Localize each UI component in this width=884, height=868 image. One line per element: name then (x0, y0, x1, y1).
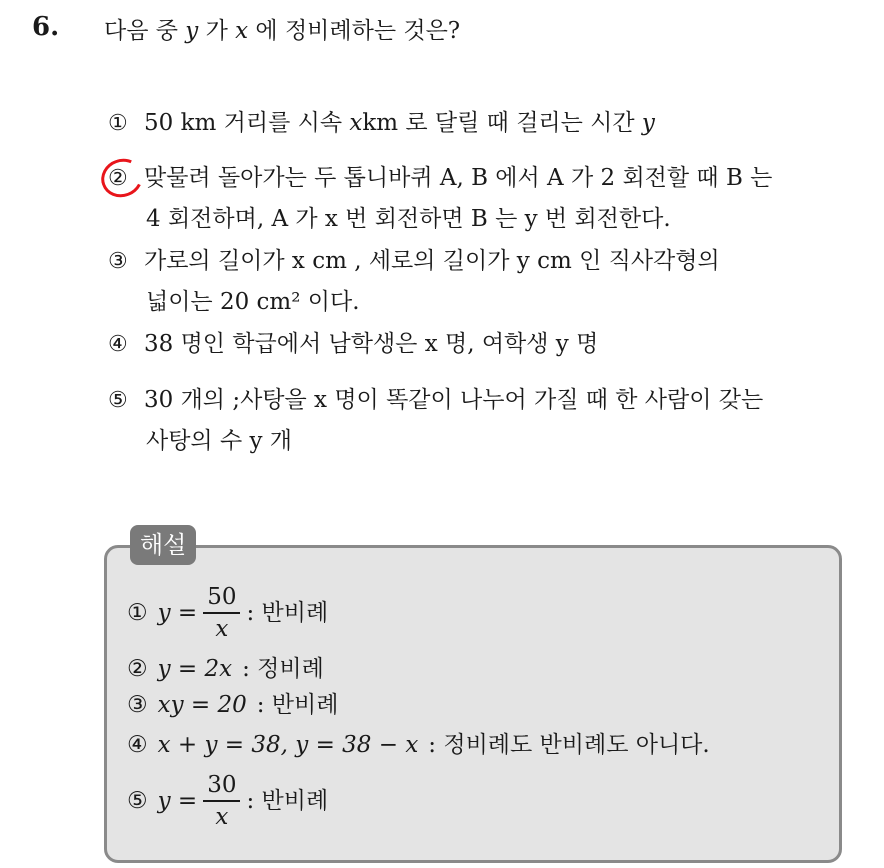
choice-2[interactable]: ② 맞물려 돌아가는 두 톱니바퀴 A, B 에서 A 가 2 회전할 때 B 는 4 회전하며, A 가 x 번 회전하면 B 는 y 번 회전한다. (108, 158, 844, 239)
choice-mark: ④ (108, 332, 128, 357)
fraction: $\frac{50}{x}$ (203, 582, 240, 644)
choice-1[interactable]: ① 50 km 거리를 시속 xkm 로 달릴 때 걸리는 시간 y (108, 103, 844, 144)
choice-mark: ① (108, 111, 128, 136)
solution-line-4: ④ x + y = 38, y = 38 − x : 정비례도 반비례도 아니다. (127, 732, 710, 758)
solution-line-3: ③ xy = 20 : 반비례 (127, 692, 339, 718)
solution-tag: 해설 (130, 525, 196, 565)
choice-4[interactable]: ④ 38 명인 학급에서 남학생은 x 명, 여학생 y 명 (108, 324, 844, 365)
solution-line-5: ⑤ y = $\frac{30}{x}$ : 반비례 (127, 772, 329, 830)
fraction: $\frac{30}{x}$ (203, 770, 240, 832)
choice-mark: ⑤ (108, 388, 128, 413)
solution-line-2: ② y = 2x : 정비례 (127, 656, 324, 682)
question-number: 6. (32, 12, 60, 42)
solution-line-1: ① y = $\frac{50}{x}$ : 반비례 (127, 584, 329, 642)
solution-box (104, 545, 842, 863)
choice-5[interactable]: ⑤ 30 개의 ;사탕을 x 명이 똑같이 나누어 가질 때 한 사람이 갖는 사탕의 수 y 개 (108, 380, 844, 461)
choice-mark: ③ (108, 249, 128, 274)
choice-mark: ② (108, 166, 128, 191)
choice-3[interactable]: ③ 가로의 길이가 x cm , 세로의 길이가 y cm 인 직사각형의 넓이는 20 cm² 이다. (108, 241, 844, 322)
question-text: 다음 중 y 가 x 에 정비례하는 것은? (104, 18, 461, 44)
